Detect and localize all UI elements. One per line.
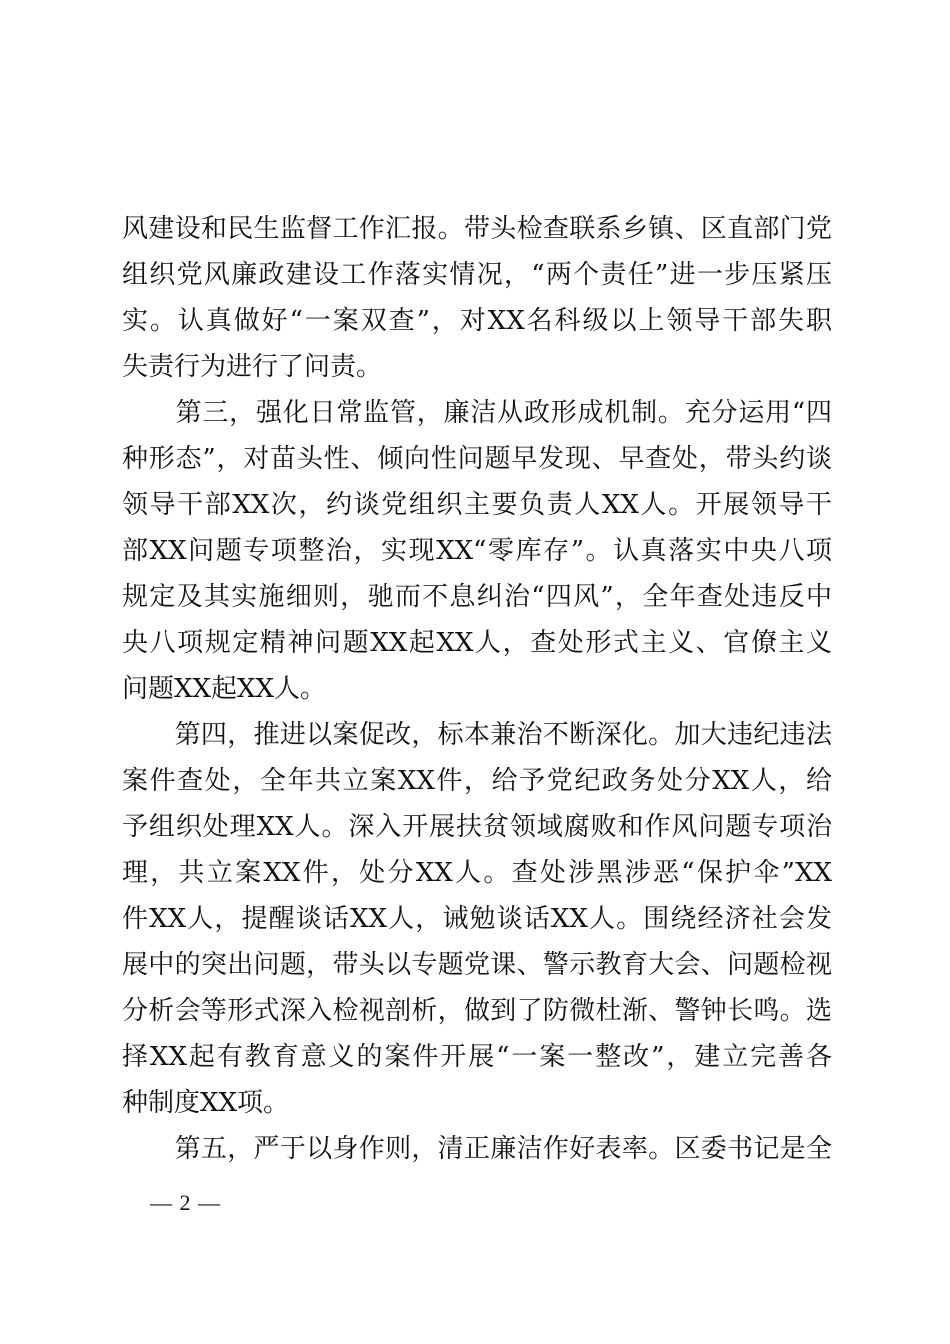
- text-line: 规定及其实施细则，驰而不息纠治“四风”，全年查处违反中: [122, 582, 832, 612]
- paragraph-start-line: 第五，严于以身作则，清正廉洁作好表率。区委书记是全: [122, 1134, 832, 1164]
- text-line: 展中的突出问题，带头以专题党课、警示教育大会、问题检视: [122, 950, 832, 980]
- text-line: 择XX起有教育意义的案件开展“一案一整改”，建立完善各: [122, 1042, 832, 1072]
- text-line: 央八项规定精神问题XX起XX人，查处形式主义、官僚主义: [122, 628, 832, 658]
- page-number: — 2 —: [150, 1190, 221, 1215]
- text-line: 实。认真做好“一案双查”，对XX名科级以上领导干部失职: [122, 306, 832, 336]
- text-line: 风建设和民生监督工作汇报。带头检查联系乡镇、区直部门党: [122, 214, 832, 244]
- text-line: 问题XX起XX人。: [122, 674, 327, 704]
- text-line: 分析会等形式深入检视剖析，做到了防微杜渐、警钟长鸣。选: [122, 996, 832, 1026]
- text-line: 理，共立案XX件，处分XX人。查处涉黑涉恶“保护伞”XX: [122, 858, 832, 888]
- text-line: 件XX人，提醒谈话XX人，诫勉谈话XX人。围绕经济社会发: [122, 904, 832, 934]
- text-line: 案件查处，全年共立案XX件，给予党纪政务处分XX人，给: [122, 766, 832, 796]
- text-line: 领导干部XX次，约谈党组织主要负责人XX人。开展领导干: [122, 490, 832, 520]
- paragraph-start-line: 第三，强化日常监管，廉洁从政形成机制。充分运用“四: [122, 398, 832, 428]
- text-line: 予组织处理XX人。深入开展扶贫领域腐败和作风问题专项治: [122, 812, 832, 842]
- text-line: 组织党风廉政建设工作落实情况，“两个责任”进一步压紧压: [122, 260, 832, 290]
- text-line: 种制度XX项。: [122, 1088, 290, 1118]
- text-line: 种形态”，对苗头性、倾向性问题早发现、早查处，带头约谈: [122, 444, 832, 474]
- text-line: 部XX问题专项整治，实现XX“零库存”。认真落实中央八项: [122, 536, 832, 566]
- text-line: 失责行为进行了问责。: [122, 352, 383, 382]
- paragraph-start-line: 第四，推进以案促改，标本兼治不断深化。加大违纪违法: [122, 720, 832, 750]
